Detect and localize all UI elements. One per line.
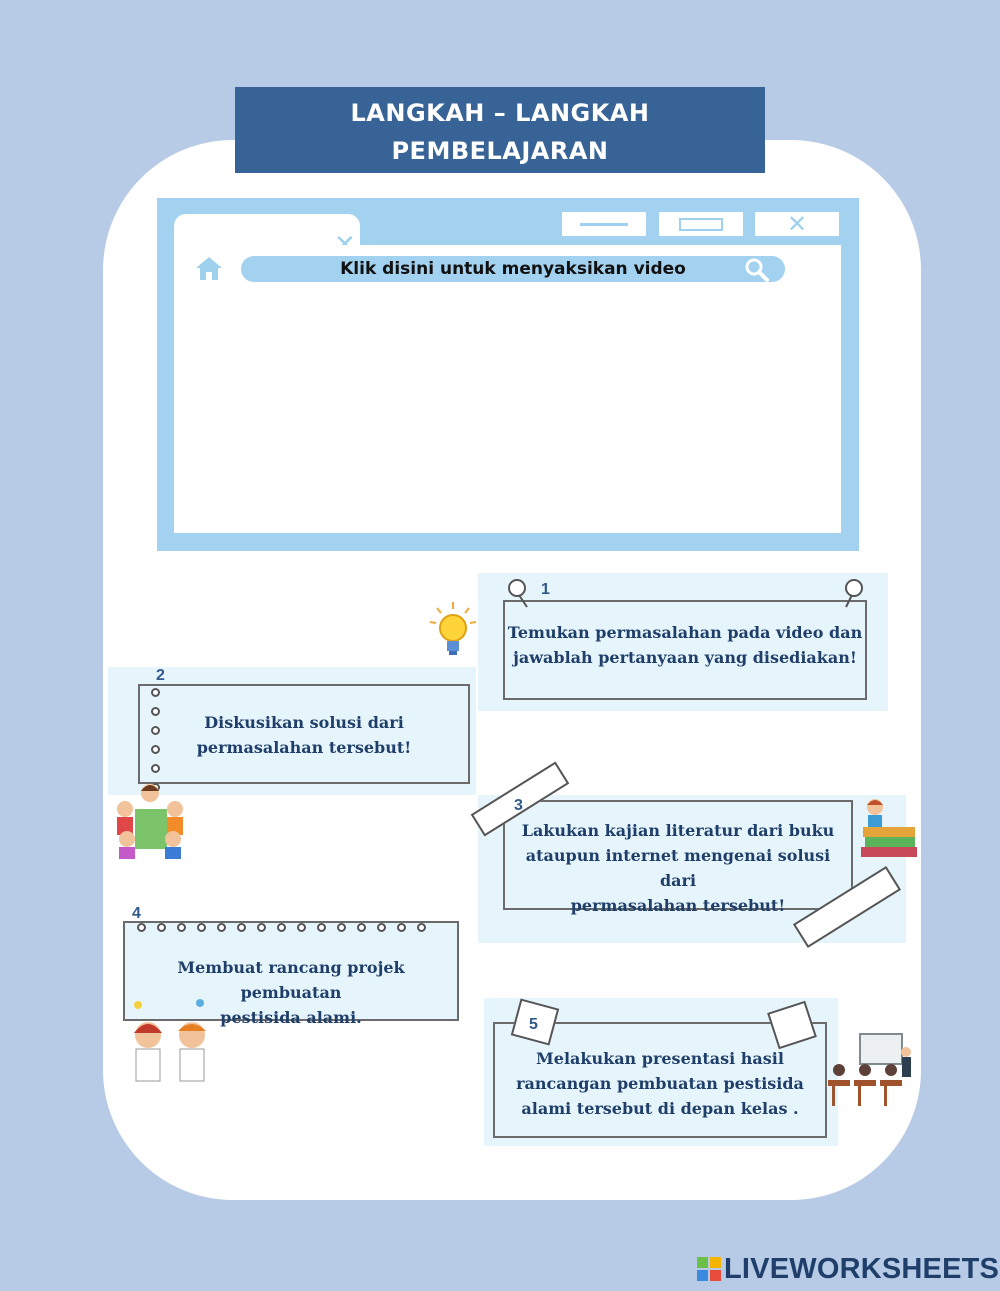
step-3-line-1: Lakukan kajian literatur dari buku xyxy=(521,821,835,840)
step-1-line-1: Temukan permasalahan pada video dan xyxy=(507,623,863,642)
scientists-illustration xyxy=(118,995,218,1087)
video-area[interactable] xyxy=(174,245,841,533)
title-line-2: PEMBELAJARAN xyxy=(391,137,609,165)
maximize-icon xyxy=(679,218,723,231)
minimize-icon xyxy=(580,223,628,226)
reading-books-illustration xyxy=(855,795,919,867)
pin-icon xyxy=(838,578,868,610)
step-4-number: 4 xyxy=(132,905,141,922)
maximize-button[interactable] xyxy=(659,212,743,236)
step-2-line-2: permasalahan tersebut! xyxy=(196,738,412,757)
classroom-presentation-illustration xyxy=(826,1032,914,1110)
step-2-line-1: Diskusikan solusi dari xyxy=(204,713,404,732)
page-title xyxy=(235,87,765,173)
step-4-line-2: pestisida alami. xyxy=(220,1008,362,1027)
liveworksheets-logo xyxy=(697,1254,999,1284)
window-close-button[interactable] xyxy=(755,212,839,236)
step-1-note xyxy=(503,600,867,700)
minimize-button[interactable] xyxy=(562,212,646,236)
pin-icon xyxy=(505,578,535,610)
step-3-note xyxy=(503,800,853,915)
video-browser-window xyxy=(157,198,859,551)
search-icon[interactable] xyxy=(744,257,770,283)
step-5-line-1: Melakukan presentasi hasil xyxy=(536,1049,784,1068)
group-discussion-illustration xyxy=(113,779,189,861)
spiral-rings xyxy=(151,688,160,792)
step-4-line-1: Membuat rancang projek pembuatan xyxy=(177,958,405,1002)
step-3-line-2: ataupun internet mengenai solusi dari xyxy=(525,846,831,890)
step-1-line-2: jawablah pertanyaan yang disediakan! xyxy=(513,648,857,667)
step-1-number: 1 xyxy=(541,581,550,598)
title-line-1: LANGKAH – LANGKAH xyxy=(350,99,650,127)
step-5-line-2: rancangan pembuatan pestisida xyxy=(516,1074,804,1093)
step-3-number: 3 xyxy=(514,797,523,814)
spiral-rings xyxy=(137,923,426,932)
close-icon: ✕ xyxy=(786,210,808,238)
step-2-number: 2 xyxy=(156,667,165,684)
video-link[interactable]: Klik disini untuk menyaksikan video xyxy=(241,256,785,282)
step-5-number: 5 xyxy=(529,1016,538,1033)
liveworksheets-badge xyxy=(697,1257,721,1281)
step-5-line-3: alami tersebut di depan kelas . xyxy=(521,1099,799,1118)
lightbulb-icon xyxy=(427,600,479,658)
home-icon[interactable] xyxy=(195,255,223,281)
liveworksheets-wordmark: LIVEWORKSHEETS xyxy=(724,1252,1000,1285)
step-3-line-3: permasalahan tersebut! xyxy=(570,896,786,915)
step-2-note xyxy=(138,684,470,784)
